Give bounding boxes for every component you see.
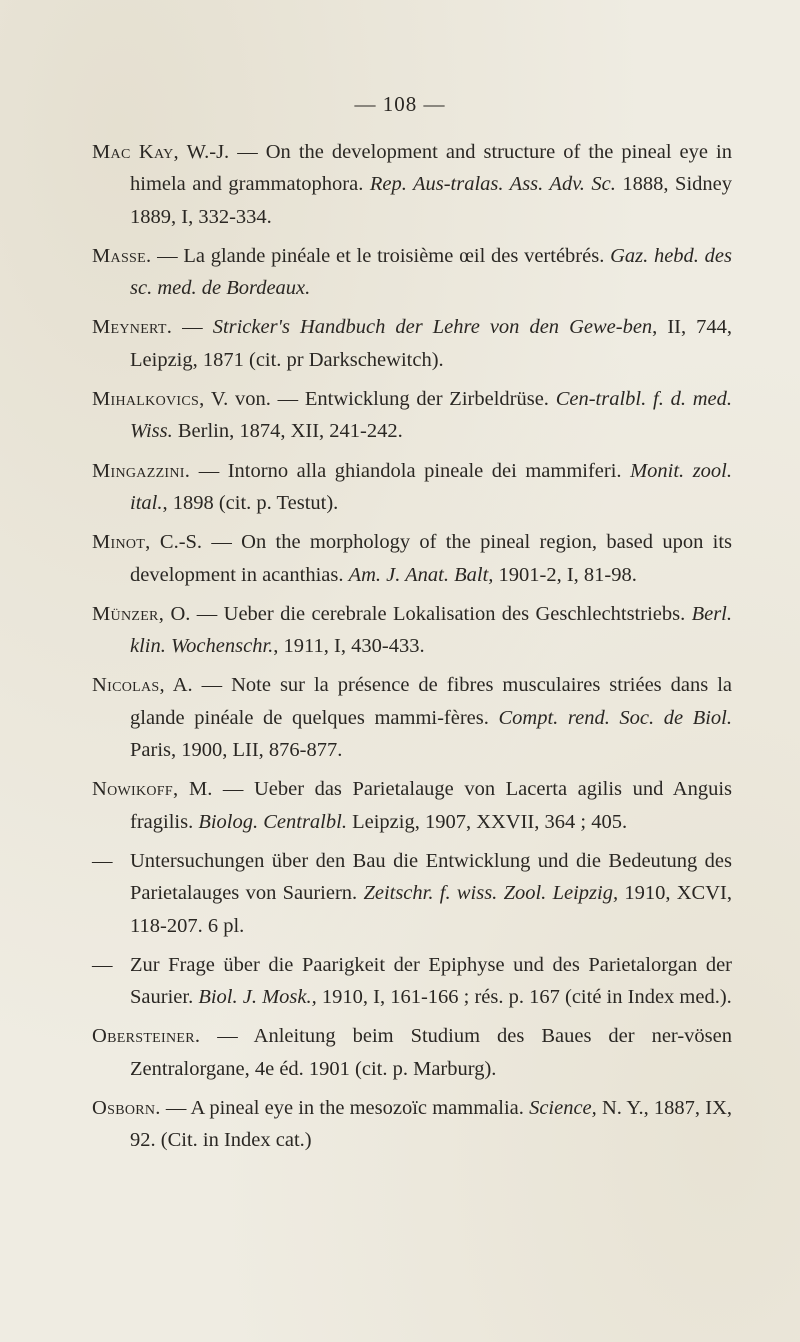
entry-citation: 1901-2, I, 81-98. (493, 563, 637, 586)
entry-author: Obersteiner. (92, 1025, 201, 1048)
entry-text: — La glande pinéale et le troisième œil des vertébrés. (151, 244, 611, 267)
entry-citation: 1888, Sidney 1889, I, 332-334. (130, 173, 732, 228)
ditto-dash: — (92, 849, 113, 872)
entry-citation: 1910, XCVI, 118-207. 6 pl. (130, 882, 732, 937)
bibliography-entry (92, 1092, 732, 1157)
bibliography-entry (92, 455, 732, 520)
entry-journal: Science, (529, 1097, 597, 1120)
entry-journal: Biolog. Centralbl. (198, 810, 347, 833)
entry-author: Minot, (92, 531, 151, 554)
entry-author: Osborn. (92, 1097, 161, 1120)
bibliography-entry (92, 949, 732, 1014)
entry-citation: , II, 744, Leipzig, 1871 (cit. pr Darkschewitch). (130, 316, 732, 371)
entry-text: W.-J. — On the development and structure of the pineal eye in himela and grammatophora. (130, 141, 732, 196)
bibliography-entry (92, 526, 732, 591)
entry-text: Untersuchungen über den Bau die Entwicklung und die Bedeutung des Parietalauges von Sauriern. (130, 849, 732, 905)
entry-text: O. — Ueber die cerebrale Lokalisation des Geschlechtstriebs. (164, 602, 692, 625)
entry-citation: Paris, 1900, LII, 876-877. (130, 739, 343, 762)
entry-citation: N. Y., 1887, IX, 92. (Cit. in Index cat.) (130, 1097, 732, 1152)
entry-citation: , 1911, I, 430-433. (273, 635, 425, 658)
bibliography-entry (92, 136, 732, 233)
entry-author: Mingazzini. (92, 459, 191, 482)
bibliography-entry (92, 383, 732, 448)
entry-journal: Zeitschr. f. wiss. Zool. Leipzig, (363, 882, 619, 905)
entry-journal: Rep. Aus-tralas. Ass. Adv. Sc. (369, 173, 616, 196)
ditto-dash: — (92, 953, 113, 976)
entry-journal: Stricker's Handbuch der Lehre von den Gewe-ben (212, 316, 653, 339)
entry-author: Mac Kay, (92, 141, 179, 163)
entry-journal: Biol. J. Mosk., (198, 986, 317, 1009)
entry-author: Nicolas, (92, 674, 165, 697)
entry-journal: Compt. rend. Soc. de Biol. (498, 706, 732, 729)
bibliography-entry (92, 311, 732, 376)
entry-author: Nowikoff, (92, 778, 179, 801)
entry-author: Masse. (92, 244, 152, 267)
bibliography-entry (92, 845, 732, 942)
entry-citation: , 1898 (cit. p. Testut). (162, 491, 339, 514)
entry-journal: Monit. zool. ital. (130, 459, 732, 514)
entry-citation: Berlin, 1874, XII, 241-242. (172, 420, 403, 443)
bibliography-list (92, 136, 732, 1164)
entry-journal: Cen-tralbl. f. d. med. Wiss. (130, 388, 732, 443)
bibliography-entry (92, 669, 732, 766)
bibliography-entry (92, 1020, 732, 1085)
entry-citation: 1910, I, 161-166 ; rés. p. 167 (cité in Index med.). (316, 986, 732, 1009)
entry-text: A. — Note sur la présence de fibres musculaires striées dans la glande pinéale de quelques mammi-fères. (130, 674, 732, 729)
entry-author: Mihalkovics, (92, 388, 205, 411)
entry-journal: Am. J. Anat. Balt, (348, 563, 494, 586)
entry-text: — A pineal eye in the mesozoïc mammalia. (160, 1097, 530, 1120)
entry-citation: Leipzig, 1907, XXVII, 364 ; 405. (346, 810, 628, 833)
page-number: — 108 — (354, 92, 446, 116)
entry-text: M. — Ueber das Parietalauge von Lacerta agilis und Anguis fragilis. (130, 778, 732, 833)
entry-text: V. von. — Entwicklung der Zirbeldrüse. (204, 388, 556, 411)
entry-text: Zur Frage über die Paarigkeit der Epiphyse und des Parietalorgan der Saurier. (130, 953, 732, 1009)
bibliography-entry (92, 773, 732, 838)
entry-text: — Anleitung beim Studium des Baues der ner-vösen Zentralorgane, 4e éd. 1901 (cit. p. Marburg). (130, 1025, 732, 1080)
entry-journal: Gaz. hebd. des sc. med. de Bordeaux. (130, 244, 732, 300)
bibliography-entry (92, 240, 732, 305)
bibliography-entry (92, 598, 732, 663)
entry-author: Meynert. (92, 316, 173, 339)
entry-text: C.-S. — On the morphology of the pineal region, based upon its development in acanthias. (130, 531, 732, 586)
entry-text: — (172, 316, 213, 339)
entry-text: — Intorno alla ghiandola pineale dei mammiferi. (190, 459, 631, 482)
entry-journal: Berl. klin. Wochenschr. (130, 602, 732, 658)
entry-author: Münzer, (92, 602, 165, 625)
